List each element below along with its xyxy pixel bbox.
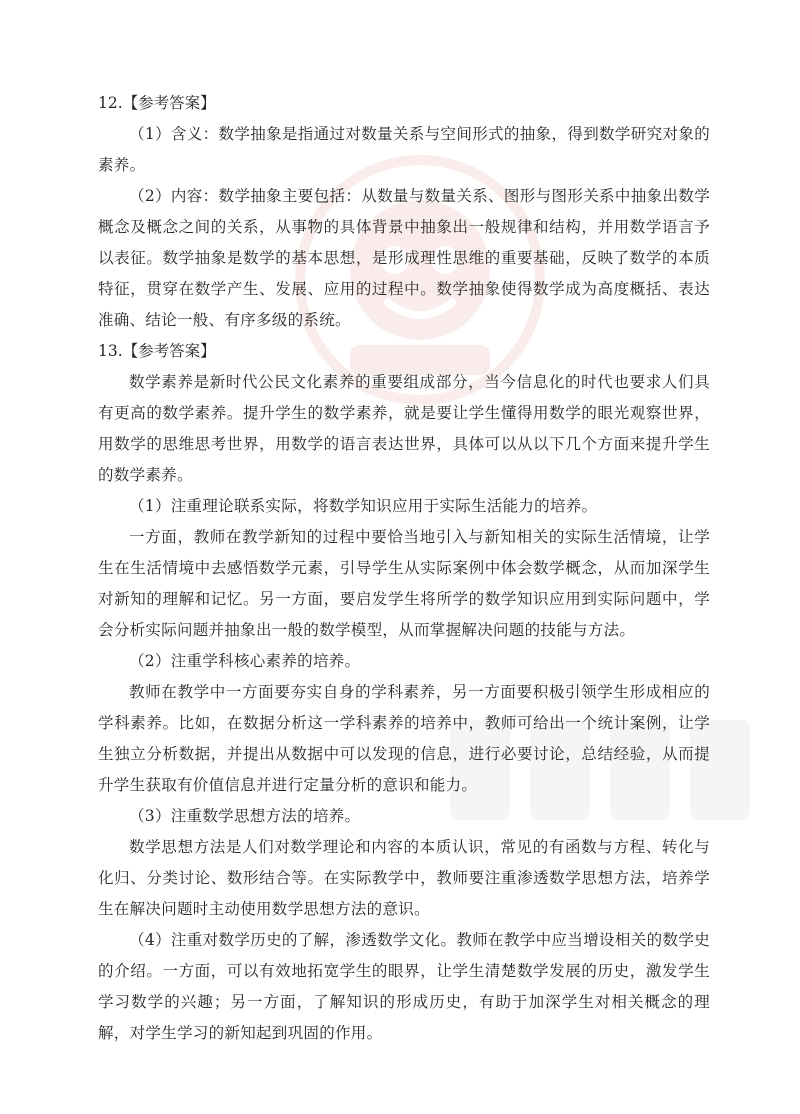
question-12-meaning: （1）含义：数学抽象是指通过对数量关系与空间形式的抽象，得到数学研究对象的素养。 (98, 125, 710, 174)
question-12-title: 12.【参考答案】 (98, 94, 216, 112)
question-13-point-1-heading: （1）注重理论联系实际，将数学知识应用于实际生活能力的培养。 (129, 497, 598, 515)
answer-content (98, 88, 710, 1049)
question-12-content: （2）内容：数学抽象主要包括：从数量与数量关系、图形与图形关系中抽象出数学概念及概念之间的关系，从事物的具体背景中抽象出一般规律和结构，并用数学语言予以表征。数学抽象是数学的基本思想，是形成理性思维的重要基础，反映了数学的本质特征，贯穿在数学产生、发展、应用的过程中。数学抽象使得数学成为高度概括、表达准确、结论一般、有序多级的系统。 (98, 187, 710, 329)
question-13-point-2-body: 教师在教学中一方面要夯实自身的学科素养，另一方面要积极引领学生形成相应的学科素养。比如，在数据分析这一学科素养的培养中，教师可给出一个统计案例，让学生独立分析数据，并提出从数据中可以发现的信息，进行必要讨论，总结经验，从而提升学生获取有价值信息并进行定量分析的意识和能力。 (98, 683, 710, 794)
question-13-point-3-heading: （3）注重数学思想方法的培养。 (129, 807, 361, 825)
question-13-point-2-heading: （2）注重学科核心素养的培养。 (129, 652, 361, 670)
question-13-point-3-body: 数学思想方法是人们对数学理论和内容的本质认识，常见的有函数与方程、转化与化归、分类讨论、数形结合等。在实际教学中，教师要注重渗透数学思想方法，培养学生在解决问题时主动使用数学思想方法的意识。 (98, 838, 710, 918)
question-13-intro: 数学素养是新时代公民文化素养的重要组成部分，当今信息化的时代也要求人们具有更高的数学素养。提升学生的数学素养，就是要让学生懂得用数学的眼光观察世界，用数学的思维思考世界，用数学的语言表达世界，具体可以从以下几个方面来提升学生的数学素养。 (98, 373, 710, 484)
question-13-point-4: （4）注重对数学历史的了解，渗透数学文化。教师在教学中应当增设相关的数学史的介绍。一方面，可以有效地拓宽学生的眼界，让学生清楚数学发展的历史，激发学生学习数学的兴趣；另一方面，了解知识的形成历史，有助于加深学生对相关概念的理解，对学生学习的新知起到巩固的作用。 (98, 931, 710, 1042)
question-13-title: 13.【参考答案】 (98, 342, 216, 360)
question-13-point-1-body: 一方面，教师在教学新知的过程中要恰当地引入与新知相关的实际生活情境，让学生在生活情境中去感悟数学元素，引导学生从实际案例中体会数学概念，从而加深学生对新知的理解和记忆。另一方面，要启发学生将所学的数学知识应用到实际问题中，学会分析实际问题并抽象出一般的数学模型，从而掌握解决问题的技能与方法。 (98, 528, 710, 639)
